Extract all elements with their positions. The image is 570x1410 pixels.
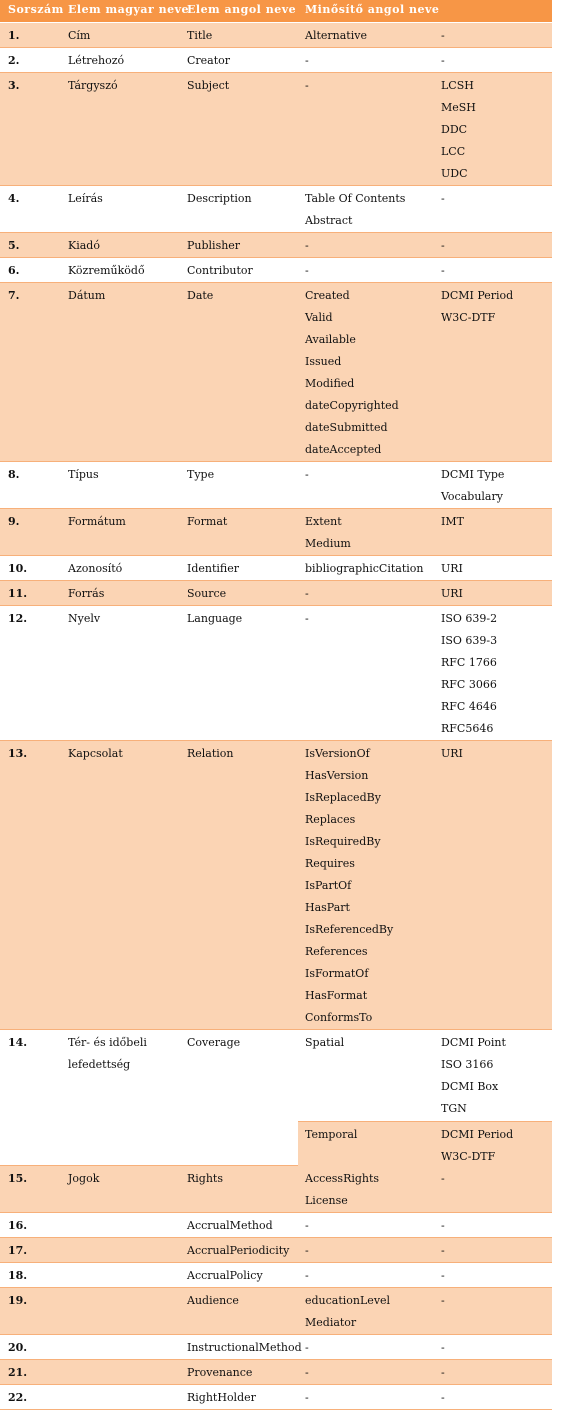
english-element-name: Source xyxy=(187,587,227,600)
table-row xyxy=(0,283,552,462)
hungarian-element-name: Típus xyxy=(68,468,99,481)
scheme-item: W3C-DTF xyxy=(441,311,496,324)
row-number: 9. xyxy=(8,515,20,528)
qualifier-item: - xyxy=(305,468,309,481)
table-row xyxy=(0,581,552,606)
qualifier-item: - xyxy=(305,79,309,92)
scheme-list xyxy=(441,1387,445,1409)
scheme-item: W3C-DTF xyxy=(441,1150,496,1163)
qualifier-list xyxy=(305,1362,309,1384)
qualifier-item: Mediator xyxy=(305,1316,357,1329)
qualifier-item: - xyxy=(305,1341,309,1354)
scheme-item: UDC xyxy=(441,167,468,180)
qualifier-item: Valid xyxy=(305,311,333,324)
column-header-qualifier-name: Minősítő angol neve xyxy=(305,3,440,16)
hungarian-element-name: Dátum xyxy=(68,289,106,302)
qualifier-list xyxy=(305,235,309,257)
qualifier-item: Table Of Contents xyxy=(305,192,406,205)
scheme-list xyxy=(441,558,463,580)
qualifier-item: Available xyxy=(305,333,356,346)
qualifier-item: - xyxy=(305,239,309,252)
qualifier-item: - xyxy=(305,264,309,277)
scheme-item: - xyxy=(441,1172,445,1185)
scheme-list xyxy=(441,1240,445,1262)
hungarian-element-name: Kiadó xyxy=(68,239,100,252)
scheme-item: - xyxy=(441,1294,445,1307)
english-element-name: Coverage xyxy=(187,1036,241,1049)
scheme-list xyxy=(441,50,445,72)
scheme-item: - xyxy=(441,1244,445,1257)
scheme-item: ISO 639-3 xyxy=(441,634,498,647)
hungarian-element-name: Tárgyszó xyxy=(68,79,118,92)
qualifier-item: IsPartOf xyxy=(305,879,352,892)
table-header-row xyxy=(0,0,552,22)
hungarian-element-name: Leírás xyxy=(68,192,103,205)
row-number: 17. xyxy=(8,1244,28,1257)
row-number: 12. xyxy=(8,612,28,625)
scheme-item: RFC 3066 xyxy=(441,678,497,691)
qualifier-item: Requires xyxy=(305,857,355,870)
hungarian-element-name: Forrás xyxy=(68,587,105,600)
row-number: 1. xyxy=(8,29,20,42)
scheme-item: - xyxy=(441,239,445,252)
column-header-english-name: Elem angol neve xyxy=(187,3,297,16)
scheme-list xyxy=(441,285,513,329)
qualifier-item: - xyxy=(305,1219,309,1232)
hungarian-element-name: Cím xyxy=(68,29,91,42)
scheme-list xyxy=(441,583,463,605)
qualifier-list xyxy=(305,1240,309,1262)
english-element-name: Rights xyxy=(187,1172,223,1185)
scheme-item: - xyxy=(441,1219,445,1232)
qualifier-item: License xyxy=(305,1194,348,1207)
table-row xyxy=(0,1238,552,1263)
row-number: 7. xyxy=(8,289,20,302)
qualifier-list xyxy=(305,1387,309,1409)
qualifier-list xyxy=(305,743,393,1029)
scheme-item: DCMI Box xyxy=(441,1080,499,1093)
english-element-name: Relation xyxy=(187,747,234,760)
table-row xyxy=(0,556,552,581)
qualifier-list xyxy=(305,1168,379,1212)
qualifier-item: dateSubmitted xyxy=(305,421,388,434)
row-number: 3. xyxy=(8,79,20,92)
english-element-name: InstructionalMethod xyxy=(187,1341,302,1354)
qualifier-list xyxy=(305,260,309,282)
row-number: 15. xyxy=(8,1172,28,1185)
qualifier-list xyxy=(305,50,309,72)
qualifier-item: IsVersionOf xyxy=(305,747,370,760)
table-row xyxy=(0,741,552,1030)
english-element-name: AccrualPolicy xyxy=(187,1269,263,1282)
column-header-hungarian-name: Elem magyar neve xyxy=(68,3,190,16)
row-number: 20. xyxy=(8,1341,28,1354)
table-row xyxy=(0,462,552,509)
qualifier-item: - xyxy=(305,1269,309,1282)
scheme-item: URI xyxy=(441,747,463,760)
qualifier-list xyxy=(305,75,309,97)
qualifier-list xyxy=(305,1265,309,1287)
table-row xyxy=(0,1288,552,1335)
table-row xyxy=(0,509,552,556)
scheme-list xyxy=(441,1124,513,1168)
table-row xyxy=(0,233,552,258)
table-row xyxy=(0,258,552,283)
english-element-name: Provenance xyxy=(187,1366,253,1379)
qualifier-item: bibliographicCitation xyxy=(305,562,424,575)
scheme-list xyxy=(441,511,464,533)
table-row xyxy=(0,1335,552,1360)
scheme-list xyxy=(441,25,445,47)
hungarian-element-name: Azonosító xyxy=(68,562,123,575)
scheme-item: - xyxy=(441,54,445,67)
scheme-list xyxy=(441,464,504,508)
scheme-item: ISO 639-2 xyxy=(441,612,498,625)
scheme-list xyxy=(441,260,445,282)
table-row xyxy=(0,73,552,186)
qualifier-item: - xyxy=(305,587,309,600)
qualifier-item: IsFormatOf xyxy=(305,967,369,980)
hungarian-element-name: Kapcsolat xyxy=(68,747,123,760)
english-element-name: RightHolder xyxy=(187,1391,256,1404)
qualifier-item: HasPart xyxy=(305,901,350,914)
scheme-item: LCSH xyxy=(441,79,474,92)
qualifier-item: Extent xyxy=(305,515,342,528)
scheme-item: MeSH xyxy=(441,101,476,114)
scheme-list xyxy=(441,188,445,210)
scheme-item: - xyxy=(441,192,445,205)
scheme-item: DCMI Period xyxy=(441,289,514,302)
qualifier-item: IsReplacedBy xyxy=(305,791,381,804)
hungarian-element-name: Nyelv xyxy=(68,612,101,625)
qualifier-item: Created xyxy=(305,289,350,302)
row-number: 5. xyxy=(8,239,20,252)
hungarian-element-name: Közreműködő xyxy=(68,264,145,277)
scheme-item: - xyxy=(441,29,445,42)
qualifier-item: - xyxy=(305,1244,309,1257)
scheme-list xyxy=(441,1337,445,1359)
scheme-item: DDC xyxy=(441,123,468,136)
qualifier-item: Replaces xyxy=(305,813,356,826)
scheme-item: DCMI Point xyxy=(441,1036,506,1049)
qualifier-item: HasVersion xyxy=(305,769,369,782)
row-number: 13. xyxy=(8,747,28,760)
qualifier-list xyxy=(305,511,351,555)
table-row xyxy=(0,186,552,233)
scheme-item: URI xyxy=(441,587,463,600)
qualifier-item: - xyxy=(305,1391,309,1404)
row-number: 22. xyxy=(8,1391,28,1404)
row-number: 14. xyxy=(8,1036,28,1049)
qualifier-list xyxy=(305,608,309,630)
scheme-item: IMT xyxy=(441,515,464,528)
row-number: 10. xyxy=(8,562,28,575)
english-element-name: Creator xyxy=(187,54,231,67)
scheme-list xyxy=(441,743,463,765)
scheme-item: RFC5646 xyxy=(441,722,494,735)
qualifier-list xyxy=(305,188,405,232)
english-element-name: Language xyxy=(187,612,243,625)
scheme-item: - xyxy=(441,1341,445,1354)
coverage-temporal-subrow xyxy=(298,1121,552,1167)
qualifier-item: Temporal xyxy=(305,1128,358,1141)
qualifier-list xyxy=(305,1290,390,1334)
scheme-item: DCMI Type xyxy=(441,468,505,481)
column-header-number: Sorszám xyxy=(8,3,64,16)
hungarian-element-name: Tér- és időbeli lefedettség xyxy=(68,1036,147,1071)
qualifier-item: ConformsTo xyxy=(305,1011,373,1024)
qualifier-item: dateAccepted xyxy=(305,443,382,456)
scheme-item: DCMI Period xyxy=(441,1128,514,1141)
scheme-list xyxy=(441,1362,445,1384)
scheme-list xyxy=(441,1032,506,1120)
english-element-name: Publisher xyxy=(187,239,241,252)
table-row xyxy=(0,23,552,48)
row-number: 2. xyxy=(8,54,20,67)
table-row xyxy=(0,606,552,741)
qualifier-item: educationLevel xyxy=(305,1294,391,1307)
hungarian-element-name: Jogok xyxy=(68,1172,100,1185)
row-number: 11. xyxy=(8,587,28,600)
row-number: 6. xyxy=(8,264,20,277)
qualifier-list xyxy=(305,558,423,580)
english-element-name: AccrualMethod xyxy=(187,1219,273,1232)
qualifier-list xyxy=(305,1215,309,1237)
qualifier-item: Modified xyxy=(305,377,355,390)
scheme-item: RFC 4646 xyxy=(441,700,497,713)
row-number: 21. xyxy=(8,1366,28,1379)
qualifier-item: HasFormat xyxy=(305,989,368,1002)
qualifier-item: - xyxy=(305,1366,309,1379)
english-element-name: Type xyxy=(187,468,215,481)
scheme-list xyxy=(441,1168,445,1190)
english-element-name: Date xyxy=(187,289,214,302)
scheme-list xyxy=(441,235,445,257)
english-element-name: AccrualPeriodicity xyxy=(187,1244,290,1257)
table-row xyxy=(0,48,552,73)
qualifier-item: Alternative xyxy=(305,29,367,42)
english-element-name: Audience xyxy=(187,1294,239,1307)
scheme-item: - xyxy=(441,264,445,277)
qualifier-item: Abstract xyxy=(305,214,353,227)
qualifier-item: Issued xyxy=(305,355,342,368)
qualifier-item: dateCopyrighted xyxy=(305,399,399,412)
qualifier-item: IsReferencedBy xyxy=(305,923,394,936)
english-element-name: Identifier xyxy=(187,562,240,575)
scheme-item: ISO 3166 xyxy=(441,1058,494,1071)
scheme-list xyxy=(441,1265,445,1287)
qualifier-list xyxy=(305,464,309,486)
scheme-item: LCC xyxy=(441,145,466,158)
row-number: 16. xyxy=(8,1219,28,1232)
row-number: 4. xyxy=(8,192,20,205)
english-element-name: Description xyxy=(187,192,252,205)
table-row xyxy=(0,1213,552,1238)
scheme-item: - xyxy=(441,1366,445,1379)
table-row xyxy=(0,1030,552,1166)
qualifier-item: IsRequiredBy xyxy=(305,835,381,848)
qualifier-list xyxy=(305,1032,344,1054)
qualifier-list xyxy=(305,25,367,47)
scheme-item: Vocabulary xyxy=(441,490,503,503)
scheme-list xyxy=(441,1215,445,1237)
hungarian-element-name: Formátum xyxy=(68,515,126,528)
scheme-item: - xyxy=(441,1269,445,1282)
table-row xyxy=(0,1360,552,1385)
scheme-item: URI xyxy=(441,562,463,575)
english-element-name: Title xyxy=(187,29,213,42)
qualifier-list xyxy=(305,285,399,461)
qualifier-item: - xyxy=(305,612,309,625)
qualifier-item: - xyxy=(305,54,309,67)
row-number: 19. xyxy=(8,1294,28,1307)
table-row xyxy=(0,1166,552,1213)
qualifier-item: References xyxy=(305,945,368,958)
qualifier-item: Medium xyxy=(305,537,351,550)
scheme-list xyxy=(441,608,497,740)
hungarian-element-name: Létrehozó xyxy=(68,54,125,67)
row-number: 18. xyxy=(8,1269,28,1282)
english-element-name: Subject xyxy=(187,79,230,92)
qualifier-list xyxy=(305,1337,309,1359)
scheme-list xyxy=(441,1290,445,1312)
scheme-list xyxy=(441,75,476,185)
scheme-item: TGN xyxy=(441,1102,467,1115)
qualifier-list xyxy=(305,583,309,605)
table-row xyxy=(0,1385,552,1410)
table-row xyxy=(0,1263,552,1288)
english-element-name: Format xyxy=(187,515,228,528)
scheme-item: - xyxy=(441,1391,445,1404)
qualifier-item: AccessRights xyxy=(305,1172,380,1185)
scheme-item: RFC 1766 xyxy=(441,656,497,669)
qualifier-item: Spatial xyxy=(305,1036,345,1049)
row-number: 8. xyxy=(8,468,20,481)
english-element-name: Contributor xyxy=(187,264,253,277)
